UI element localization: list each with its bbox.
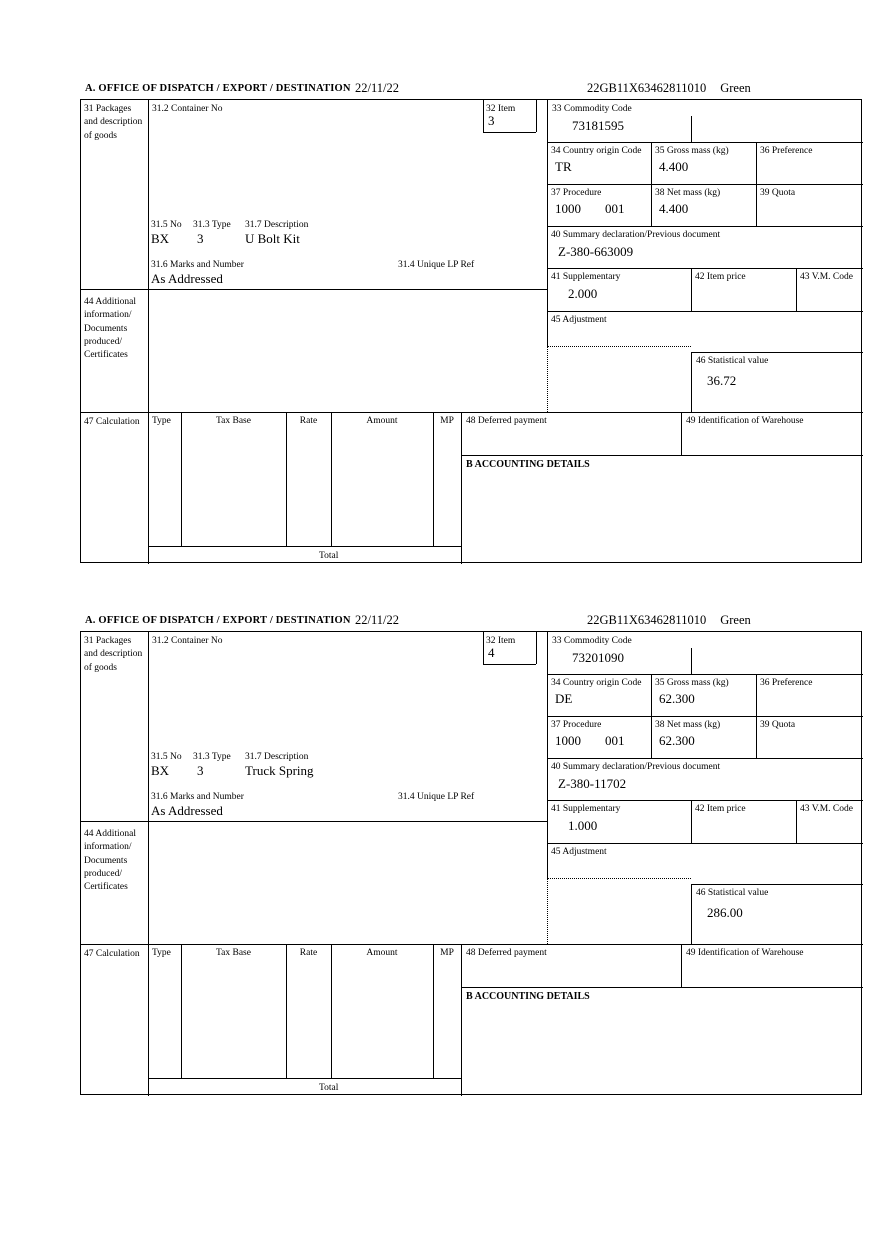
box39-quota-label: 39 Quota	[760, 720, 796, 730]
box35-gross-mass-label: 35 Gross mass (kg)	[655, 146, 729, 156]
divider-line	[461, 944, 462, 1096]
box34-country-origin-label: 34 Country origin Code	[551, 678, 642, 688]
box46-statistical-value-label: 46 Statistical value	[696, 888, 769, 898]
divider-line	[691, 352, 692, 412]
accounting-details-label: B ACCOUNTING DETAILS	[466, 991, 590, 1002]
calc-tax-base-header: Tax Base	[216, 948, 251, 958]
divider-line	[547, 632, 548, 878]
divider-line	[148, 100, 149, 564]
box31-4-unique-lp-ref-label: 31.4 Unique LP Ref	[398, 792, 475, 802]
box49-warehouse-label: 49 Identification of Warehouse	[686, 416, 804, 426]
statistical-value: 286.00	[707, 905, 743, 920]
calc-type-header: Type	[152, 416, 171, 426]
box45-adjustment-label: 45 Adjustment	[551, 847, 607, 857]
box31-6-marks-label: 31.6 Marks and Number	[151, 792, 244, 802]
divider-line	[286, 944, 287, 1078]
dispatch-date: 22/11/22	[355, 81, 399, 95]
summary-declaration-value: Z-380-663009	[558, 244, 634, 259]
box31-2-container-no-label: 31.2 Container No	[152, 636, 223, 646]
calc-tax-base-header: Tax Base	[216, 416, 251, 426]
divider-line	[681, 412, 682, 455]
divider-line	[81, 289, 547, 290]
section-header	[80, 80, 862, 99]
divider-line	[433, 944, 434, 1078]
procedure-code-value: 001	[605, 733, 625, 748]
box38-net-mass-label: 38 Net mass (kg)	[655, 188, 721, 198]
box31-2-container-no-label: 31.2 Container No	[152, 104, 223, 114]
package-no-value: BX	[151, 231, 170, 246]
calc-mp-header: MP	[440, 948, 454, 958]
divider-line	[461, 455, 863, 456]
divider-line-dotted	[547, 346, 691, 347]
divider-line	[433, 412, 434, 546]
box44-additional-info-label: 44 Additional information/ Documents produced/ Certificates	[84, 829, 136, 893]
calc-rate-header: Rate	[299, 416, 318, 426]
divider-line	[148, 632, 149, 1096]
divider-line-dotted	[547, 346, 548, 412]
divider-line	[483, 632, 484, 664]
divider-line-dotted	[547, 878, 548, 944]
divider-line	[691, 116, 692, 142]
box45-adjustment-label: 45 Adjustment	[551, 315, 607, 325]
box31-7-description-label: 31.7 Description	[245, 220, 309, 230]
box48-deferred-payment-label: 48 Deferred payment	[466, 948, 547, 958]
box31-7-description-label: 31.7 Description	[245, 752, 309, 762]
goods-description-value: Truck Spring	[245, 763, 314, 778]
divider-line	[547, 800, 863, 801]
divider-line	[81, 412, 863, 413]
commodity-code-value: 73201090	[572, 650, 624, 665]
box31-6-marks-label: 31.6 Marks and Number	[151, 260, 244, 270]
divider-line	[331, 944, 332, 1078]
item-number-value: 4	[488, 645, 495, 660]
box37-procedure-label: 37 Procedure	[551, 720, 602, 730]
item-number-value: 3	[488, 113, 495, 128]
declaration-section	[80, 612, 862, 1096]
divider-line	[536, 632, 537, 664]
box40-summary-declaration-label: 40 Summary declaration/Previous document	[551, 230, 721, 240]
box48-deferred-payment-label: 48 Deferred payment	[466, 416, 547, 426]
box31-5-no-label: 31.5 No	[151, 220, 182, 230]
divider-line	[691, 648, 692, 674]
statistical-value: 36.72	[707, 373, 737, 388]
divider-line	[461, 412, 462, 564]
calc-rate-header: Rate	[299, 948, 318, 958]
routing-status: Green	[720, 613, 751, 627]
divider-line	[691, 884, 692, 944]
divider-line	[691, 352, 863, 353]
office-of-dispatch-label: A. OFFICE OF DISPATCH / EXPORT / DESTINATION	[85, 83, 351, 94]
divider-line	[483, 100, 484, 132]
country-origin-value: TR	[555, 159, 572, 174]
box36-preference-label: 36 Preference	[760, 146, 813, 156]
box32-item-label: 32 Item	[486, 104, 516, 114]
marks-value: As Addressed	[151, 803, 223, 818]
divider-line	[181, 944, 182, 1078]
accounting-details-label: B ACCOUNTING DETAILS	[466, 459, 590, 470]
mrn-number: 22GB11X63462811010	[587, 81, 707, 95]
country-origin-value: DE	[555, 691, 573, 706]
package-type-value: 3	[197, 763, 204, 778]
supplementary-value: 2.000	[568, 286, 598, 301]
box31-4-unique-lp-ref-label: 31.4 Unique LP Ref	[398, 260, 475, 270]
box41-supplementary-label: 41 Supplementary	[551, 272, 621, 282]
box34-country-origin-label: 34 Country origin Code	[551, 146, 642, 156]
box47-calculation-label: 47 Calculation	[84, 949, 140, 959]
divider-line	[547, 268, 863, 269]
box42-item-price-label: 42 Item price	[695, 272, 746, 282]
divider-line	[547, 100, 548, 346]
divider-line	[536, 100, 537, 132]
gross-mass-value: 62.300	[659, 691, 695, 706]
box37-procedure-label: 37 Procedure	[551, 188, 602, 198]
declaration-reference	[587, 613, 751, 628]
dispatch-date: 22/11/22	[355, 613, 399, 627]
box38-net-mass-label: 38 Net mass (kg)	[655, 720, 721, 730]
net-mass-value: 4.400	[659, 201, 689, 216]
box43-vm-code-label: 43 V.M. Code	[800, 272, 853, 282]
box31-5-no-label: 31.5 No	[151, 752, 182, 762]
divider-line	[547, 142, 863, 143]
divider-line-dotted	[547, 878, 691, 879]
divider-line	[547, 311, 863, 312]
office-of-dispatch-label: A. OFFICE OF DISPATCH / EXPORT / DESTINATION	[85, 615, 351, 626]
summary-declaration-value: Z-380-11702	[558, 776, 627, 791]
declaration-section	[80, 80, 862, 564]
gross-mass-value: 4.400	[659, 159, 689, 174]
box33-commodity-code-label: 33 Commodity Code	[552, 636, 632, 646]
box31-3-type-label: 31.3 Type	[193, 220, 231, 230]
box35-gross-mass-label: 35 Gross mass (kg)	[655, 678, 729, 688]
box31-packages-label: 31 Packages and description of goods	[84, 636, 143, 673]
box43-vm-code-label: 43 V.M. Code	[800, 804, 853, 814]
box42-item-price-label: 42 Item price	[695, 804, 746, 814]
box40-summary-declaration-label: 40 Summary declaration/Previous document	[551, 762, 721, 772]
divider-line	[81, 944, 863, 945]
box46-statistical-value-label: 46 Statistical value	[696, 356, 769, 366]
supplementary-value: 1.000	[568, 818, 598, 833]
divider-line	[547, 226, 863, 227]
box49-warehouse-label: 49 Identification of Warehouse	[686, 948, 804, 958]
section-header	[80, 612, 862, 631]
divider-line	[547, 716, 863, 717]
box31-3-type-label: 31.3 Type	[193, 752, 231, 762]
divider-line	[148, 546, 461, 547]
divider-line	[547, 758, 863, 759]
routing-status: Green	[720, 81, 751, 95]
mrn-number: 22GB11X63462811010	[587, 613, 707, 627]
divider-line	[691, 884, 863, 885]
declaration-reference	[587, 81, 751, 96]
calc-amount-header: Amount	[366, 416, 398, 426]
divider-line	[461, 987, 863, 988]
divider-line	[81, 821, 547, 822]
procedure-value: 1000	[555, 733, 581, 748]
box33-commodity-code-label: 33 Commodity Code	[552, 104, 632, 114]
divider-line	[483, 132, 536, 133]
calc-total-label: Total	[319, 1083, 339, 1093]
declaration-form	[80, 631, 862, 1095]
divider-line	[796, 268, 797, 311]
calc-total-label: Total	[319, 551, 339, 561]
marks-value: As Addressed	[151, 271, 223, 286]
declaration-form	[80, 99, 862, 563]
procedure-value: 1000	[555, 201, 581, 216]
divider-line	[547, 674, 863, 675]
box31-packages-label: 31 Packages and description of goods	[84, 104, 143, 141]
box32-item-label: 32 Item	[486, 636, 516, 646]
box36-preference-label: 36 Preference	[760, 678, 813, 688]
goods-description-value: U Bolt Kit	[245, 231, 300, 246]
box44-additional-info-label: 44 Additional information/ Documents produced/ Certificates	[84, 297, 136, 361]
divider-line	[547, 184, 863, 185]
divider-line	[691, 800, 692, 843]
calc-type-header: Type	[152, 948, 171, 958]
divider-line	[691, 268, 692, 311]
divider-line	[286, 412, 287, 546]
divider-line	[547, 843, 863, 844]
divider-line	[148, 1078, 461, 1079]
procedure-code-value: 001	[605, 201, 625, 216]
box41-supplementary-label: 41 Supplementary	[551, 804, 621, 814]
package-type-value: 3	[197, 231, 204, 246]
divider-line	[483, 664, 536, 665]
package-no-value: BX	[151, 763, 170, 778]
divider-line	[681, 944, 682, 987]
divider-line	[331, 412, 332, 546]
calc-amount-header: Amount	[366, 948, 398, 958]
commodity-code-value: 73181595	[572, 118, 624, 133]
box39-quota-label: 39 Quota	[760, 188, 796, 198]
divider-line	[181, 412, 182, 546]
calc-mp-header: MP	[440, 416, 454, 426]
divider-line	[796, 800, 797, 843]
net-mass-value: 62.300	[659, 733, 695, 748]
box47-calculation-label: 47 Calculation	[84, 417, 140, 427]
